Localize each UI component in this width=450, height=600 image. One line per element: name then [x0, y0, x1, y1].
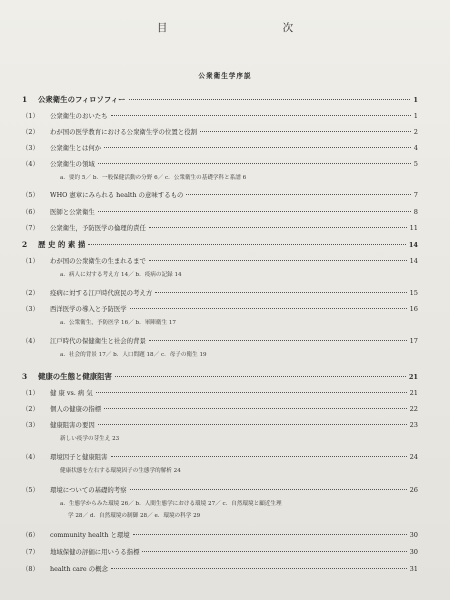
dot-leader	[111, 568, 407, 569]
section-number: （3）	[22, 144, 39, 152]
toc-chapter[interactable]	[16, 371, 418, 382]
toc-section[interactable]	[16, 256, 418, 267]
section-title: 江戸時代の保健衛生と社会的背景	[50, 337, 146, 345]
page-number: 26	[409, 486, 418, 494]
section-number: （1）	[22, 112, 39, 120]
section-number: （5）	[22, 486, 39, 494]
section-title: 地域保健の評価に用いうる指標	[50, 548, 140, 556]
toc-subentry: 学 28／ d．自然環境の制御 28／ e．環境の科学 29	[68, 513, 201, 519]
dot-leader	[133, 534, 407, 535]
section-number: （6）	[22, 208, 39, 216]
section-title: 公衆衛生とは何か	[50, 144, 102, 152]
toc-section[interactable]	[16, 159, 418, 170]
toc-chapter[interactable]	[16, 94, 418, 105]
section-title: WHO 憲章にみられる health の意味するもの	[50, 191, 184, 199]
page-number: 2	[413, 128, 418, 136]
section-number: （5）	[22, 191, 39, 199]
dot-leader	[129, 99, 411, 100]
toc-section[interactable]	[16, 420, 418, 431]
dot-leader	[111, 456, 407, 457]
section-title: 公衆衛生，予防医学の倫理的責任	[50, 224, 146, 232]
section-title: 疫病に対する江戸時代庶民の考え方	[50, 289, 153, 297]
chapter-number: 1	[22, 95, 28, 104]
dot-leader	[115, 376, 406, 377]
section-number: （3）	[22, 305, 39, 313]
dot-leader	[130, 489, 407, 490]
section-title: 公衆衛生のおいたち	[50, 112, 108, 120]
section-number: （2）	[22, 128, 39, 136]
dot-leader	[104, 408, 406, 409]
section-number: （4）	[22, 453, 39, 461]
section-number: （7）	[22, 548, 39, 556]
chapter-number: 3	[22, 372, 28, 381]
dot-leader	[155, 292, 406, 293]
page-number: 14	[408, 241, 418, 249]
toc-section[interactable]	[16, 404, 418, 415]
page-number: 30	[409, 531, 418, 539]
chapter-number: 2	[22, 240, 28, 249]
section-title: 個人の健康の指標	[50, 405, 102, 413]
dot-leader	[104, 147, 411, 148]
section-number: （1）	[22, 389, 39, 397]
dot-leader	[186, 194, 410, 195]
toc-section[interactable]	[16, 127, 418, 138]
page-number: 17	[409, 337, 418, 345]
toc-section[interactable]	[16, 111, 418, 122]
page-number: 5	[413, 160, 418, 168]
page-number: 11	[409, 224, 418, 232]
dot-leader	[142, 551, 406, 552]
toc-subentry: 新しい疫学の芽生え 23	[60, 436, 120, 442]
page-number: 1	[413, 96, 418, 104]
dot-leader	[98, 424, 407, 425]
dot-leader	[111, 115, 411, 116]
toc-subentry: a．公衆衛生，予防医学 16／ b．軍陣衛生 17	[60, 320, 176, 326]
section-number: （8）	[22, 565, 39, 573]
chapter-title: 歴 史 的 素 描	[38, 240, 86, 249]
toc-section[interactable]	[16, 190, 418, 201]
page-number: 30	[409, 548, 418, 556]
page-number: 1	[413, 112, 418, 120]
dot-leader	[88, 244, 406, 245]
dot-leader	[98, 163, 411, 164]
page-number: 21	[409, 389, 418, 397]
dot-leader	[149, 260, 407, 261]
chapter-title: 公衆衛生のフィロソフィー	[38, 95, 126, 104]
section-number: （1）	[22, 257, 39, 265]
toc-section[interactable]	[16, 336, 418, 347]
section-title: community health と環境	[50, 531, 130, 539]
page-number: 16	[409, 305, 418, 313]
dot-leader	[200, 131, 411, 132]
toc-subentry: a．要約 5／ b．一般保健活動の分野 6／ c．公衆衛生の基礎学科と系譜 6	[60, 175, 247, 181]
toc-section[interactable]	[16, 304, 418, 315]
page-title: 目 次	[156, 22, 350, 34]
page-number: 21	[408, 373, 418, 381]
page-number: 14	[409, 257, 418, 265]
toc-section[interactable]	[16, 485, 418, 496]
toc-subentry: a．病人に対する考え方 14／ b．疫病の記録 14	[60, 272, 182, 278]
section-title: 公衆衛生の領域	[50, 160, 95, 168]
dot-leader	[149, 227, 407, 228]
toc-section[interactable]	[16, 452, 418, 463]
section-number: （7）	[22, 224, 39, 232]
section-number: （2）	[22, 405, 39, 413]
section-title: 環境因子と健康阻害	[50, 453, 108, 461]
section-title: 西洋医学の導入と予防医学	[50, 305, 127, 313]
toc-section[interactable]	[16, 530, 418, 541]
dot-leader	[149, 340, 407, 341]
page-number: 22	[409, 405, 418, 413]
section-number: （4）	[22, 160, 39, 168]
page-number: 23	[409, 421, 418, 429]
toc-chapter[interactable]	[16, 239, 418, 250]
toc-section[interactable]	[16, 388, 418, 399]
page-number: 31	[409, 565, 418, 573]
toc-section[interactable]	[16, 564, 418, 575]
toc-subentry: 健康状態を左右する環境因子の生態学的解析 24	[60, 468, 181, 474]
chapter-title: 健康の生態と健康阻害	[38, 372, 112, 381]
section-number: （4）	[22, 337, 39, 345]
toc-subentry: a．社会的背景 17／ b．人口問題 18／ c．母子の衛生 19	[60, 352, 207, 358]
section-title: 環境についての基礎的考察	[50, 486, 127, 494]
toc-section[interactable]	[16, 207, 418, 218]
section-title: わが国の医学教育における公衆衛生学の位置と役割	[50, 128, 197, 136]
page-number: 8	[413, 208, 418, 216]
toc-section[interactable]	[16, 288, 418, 299]
section-number: （6）	[22, 531, 39, 539]
page-number: 15	[409, 289, 418, 297]
section-title: 医師と公衆衛生	[50, 208, 95, 216]
toc-subentry: a．生態学からみた環境 26／ b．人間生態学における環境 27／ c．自然環境と顧近生理	[60, 501, 282, 507]
section-title: 健康阻害の要因	[50, 421, 95, 429]
page-number: 4	[413, 144, 418, 152]
page-number: 24	[409, 453, 418, 461]
book-subtitle: 公衆衛生学序説	[198, 72, 252, 80]
section-title: health care の概念	[50, 565, 108, 573]
section-number: （3）	[22, 421, 39, 429]
dot-leader	[130, 308, 407, 309]
toc-section[interactable]	[16, 143, 418, 154]
page-number: 7	[413, 191, 418, 199]
section-title: わが国の公衆衛生の生まれるまで	[50, 257, 146, 265]
dot-leader	[96, 392, 407, 393]
toc-section[interactable]	[16, 223, 418, 234]
toc-section[interactable]	[16, 547, 418, 558]
section-number: （2）	[22, 289, 39, 297]
section-title: 健 康 vs. 病 気	[50, 389, 93, 397]
dot-leader	[98, 211, 411, 212]
